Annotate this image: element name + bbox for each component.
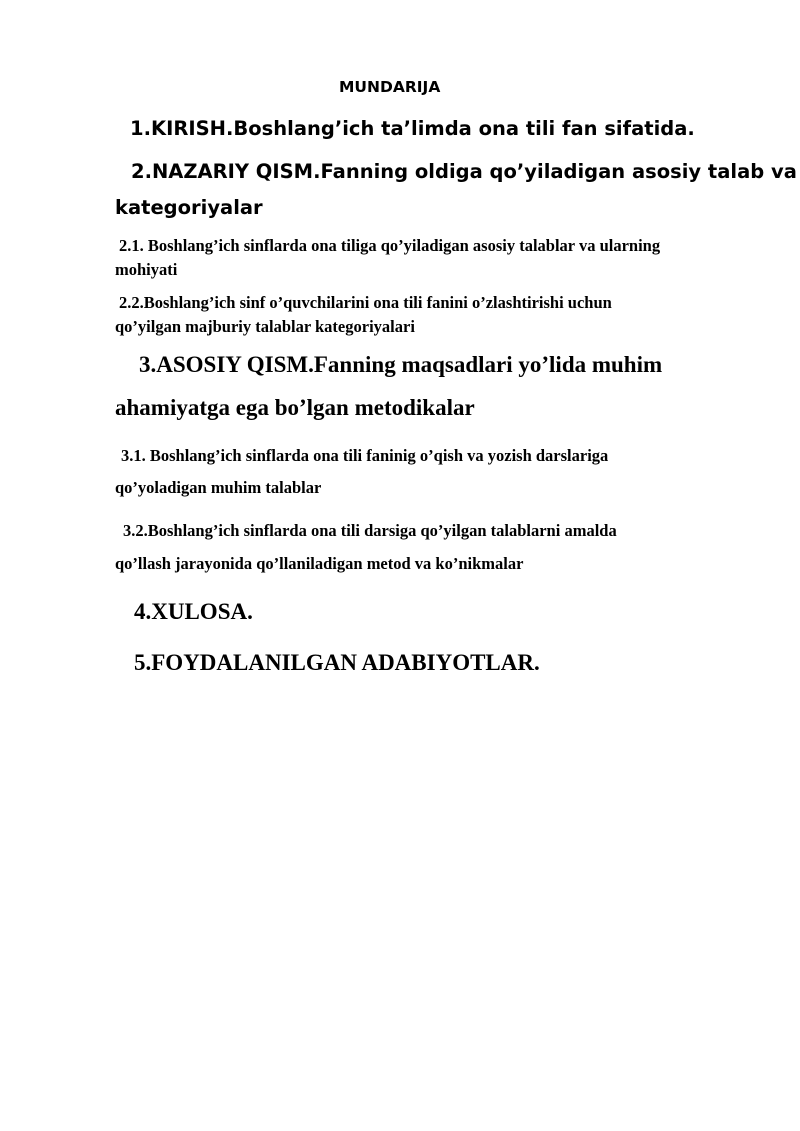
toc-entry-5-foydalanilgan-adabiyotlar: 5.FOYDALANILGAN ADABIYOTLAR. [134, 650, 540, 675]
toc-entry-3-2-continuation: qo’llash jarayonida qo’llaniladigan metod va ko’nikmalar [115, 554, 524, 573]
toc-entry-1-kirish: 1.KIRISH.Boshlang’ich ta’limda ona tili fan sifatida. [130, 117, 695, 140]
toc-entry-4-xulosa: 4.XULOSA. [134, 599, 253, 624]
toc-entry-3-asosiy-qism-continuation: ahamiyatga ega bo’lgan metodikalar [115, 395, 475, 420]
toc-entry-2-2: 2.2.Boshlang’ich sinf o’quvchilarini ona tili fanini o’zlashtirishi uchun [119, 293, 612, 312]
toc-entry-3-2: 3.2.Boshlang’ich sinflarda ona tili darsiga qo’yilgan talablarni amalda [123, 521, 617, 540]
toc-entry-3-1-continuation: qo’yoladigan muhim talablar [115, 478, 322, 497]
toc-entry-2-1-continuation: mohiyati [115, 260, 178, 279]
toc-entry-2-2-continuation: qo’yilgan majburiy talablar kategoriyalari [115, 317, 415, 336]
toc-entry-2-1: 2.1. Boshlang’ich sinflarda ona tiliga qo’yiladigan asosiy talablar va ularning [119, 236, 661, 255]
toc-entry-3-asosiy-qism: 3.ASOSIY QISM.Fanning maqsadlari yo’lida muhim [139, 352, 663, 377]
toc-entry-2-nazariy-qism-continuation: kategoriyalar [115, 196, 263, 219]
toc-entry-2-nazariy-qism: 2.NAZARIY QISM.Fanning oldiga qo’yiladigan asosiy talab va [131, 160, 797, 183]
page-title: MUNDARIJA [339, 78, 441, 96]
toc-entry-3-1: 3.1. Boshlang’ich sinflarda ona tili faninig o’qish va yozish darslariga [121, 446, 609, 465]
